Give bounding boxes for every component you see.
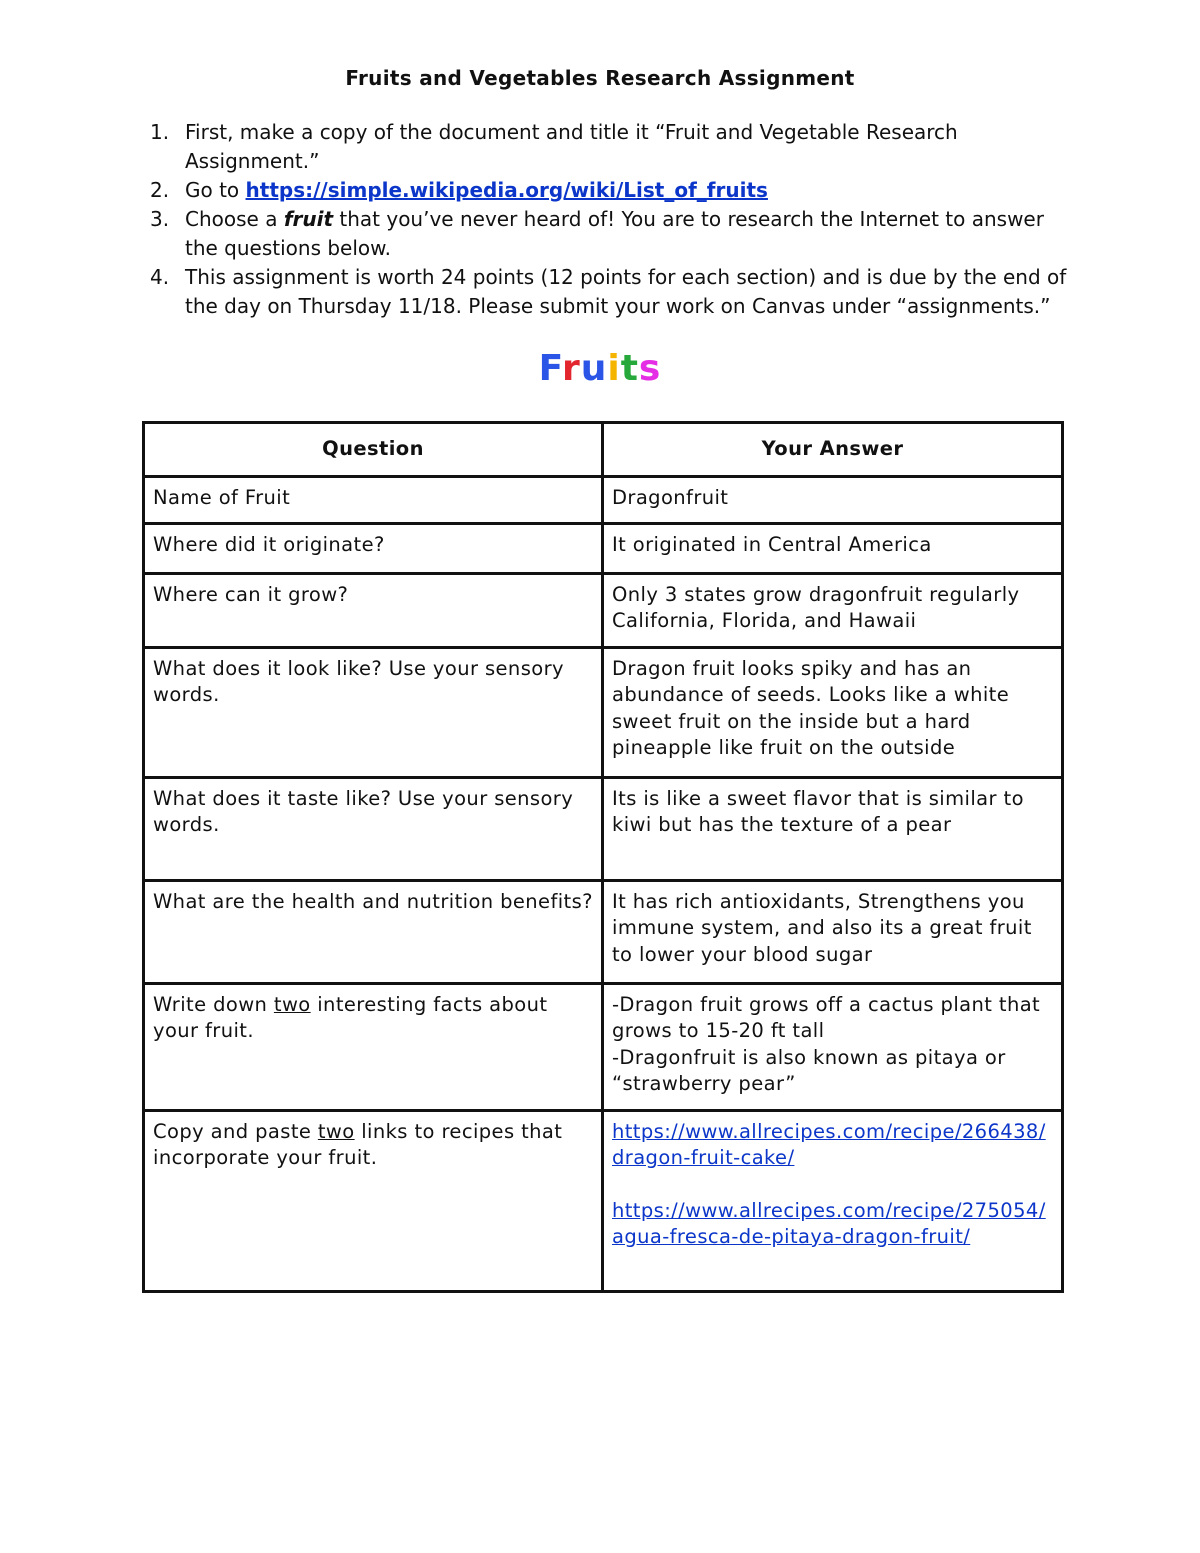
heading-letter: F (538, 348, 562, 389)
table-row (144, 983, 1063, 1110)
document-title: Fruits and Vegetables Research Assignment (345, 66, 855, 90)
question-text: interesting facts about your fruit. (153, 992, 548, 1042)
question-cell (144, 1110, 603, 1291)
table-row (144, 1110, 1063, 1291)
instruction-text: Go to (185, 178, 246, 202)
answer-text: Dragonfruit (612, 485, 729, 509)
answer-cell[interactable] (603, 647, 1063, 777)
instruction-item (150, 205, 1070, 263)
table-row (144, 777, 1063, 880)
underlined-word: two (317, 1119, 355, 1143)
question-cell: Where can it grow? (144, 573, 603, 647)
table-row (144, 476, 1063, 523)
question-cell: Where did it originate? (144, 523, 603, 573)
instruction-text: This assignment is worth 24 points (12 points for each section) and is due by the end of the day on Thursday 11/18. Please submit your work on Canvas under “assignments.” (185, 265, 1067, 318)
question-text: Copy and paste (153, 1119, 318, 1143)
spacer (612, 1172, 1053, 1198)
list-number: 1. (150, 120, 170, 144)
instruction-item (150, 263, 1070, 321)
answer-cell[interactable] (603, 523, 1063, 573)
question-cell: Name of Fruit (144, 476, 603, 523)
answer-text: Only 3 states grow dragonfruit regularly California, Florida, and Hawaii (612, 582, 1020, 632)
heading-letter: i (607, 348, 621, 389)
instruction-text: First, make a copy of the document and title it “Fruit and Vegetable Research Assignment.” (185, 120, 958, 173)
list-number: 4. (150, 265, 170, 289)
table-row (144, 573, 1063, 647)
research-table (142, 421, 1064, 1293)
answer-cell[interactable] (603, 573, 1063, 647)
emphasized-word: fruit (283, 207, 334, 231)
instructions-list (150, 118, 1070, 321)
column-header-question: Question (144, 423, 603, 477)
instruction-item (150, 118, 1070, 176)
answer-text: -Dragon fruit grows off a cactus plant that grows to 15-20 ft tall (612, 992, 1041, 1042)
question-text: links to recipes that incorporate your fruit. (153, 1119, 563, 1169)
wikipedia-fruits-link[interactable]: https://simple.wikipedia.org/wiki/List_of_fruits (245, 178, 768, 202)
answer-text: Its is like a sweet flavor that is similar to kiwi but has the texture of a pear (612, 786, 1024, 836)
underlined-word: two (273, 992, 311, 1016)
instruction-item (150, 176, 1070, 205)
answer-text: -Dragonfruit is also known as pitaya or “strawberry pear” (612, 1045, 1006, 1095)
answer-text: Dragon fruit looks spiky and has an abundance of seeds. Looks like a white sweet fruit on the inside but a hard pineapple like fruit on the outside (612, 656, 1010, 759)
instruction-text: that you’ve never heard of! You are to research the Internet to answer the questions below. (185, 207, 1044, 260)
list-number: 3. (150, 207, 170, 231)
answer-cell[interactable] (603, 777, 1063, 880)
table-row (144, 523, 1063, 573)
section-heading-fruits (0, 348, 1200, 389)
table-header-row (144, 423, 1063, 477)
answer-cell[interactable] (603, 476, 1063, 523)
answer-text: It originated in Central America (612, 532, 932, 556)
question-cell: What does it taste like? Use your sensory words. (144, 777, 603, 880)
answer-text: It has rich antioxidants, Strengthens you immune system, and also its a great fruit to lower your blood sugar (612, 889, 1032, 966)
heading-letter: u (580, 348, 608, 389)
answer-cell[interactable] (603, 983, 1063, 1110)
heading-letter: s (638, 348, 662, 389)
column-header-answer: Your Answer (603, 423, 1063, 477)
heading-letter: r (561, 348, 581, 389)
answer-cell[interactable] (603, 880, 1063, 983)
answer-cell[interactable] (603, 1110, 1063, 1291)
table-row (144, 647, 1063, 777)
recipe-link[interactable]: https://www.allrecipes.com/recipe/266438/dragon-fruit-cake/ (612, 1119, 1046, 1169)
recipe-link[interactable]: https://www.allrecipes.com/recipe/275054/agua-fresca-de-pitaya-dragon-fruit/ (612, 1198, 1046, 1248)
question-cell (144, 983, 603, 1110)
heading-letter: t (620, 348, 639, 389)
table-row (144, 880, 1063, 983)
question-cell: What does it look like? Use your sensory words. (144, 647, 603, 777)
question-cell: What are the health and nutrition benefits? (144, 880, 603, 983)
question-text: Write down (153, 992, 274, 1016)
list-number: 2. (150, 178, 170, 202)
instruction-text: Choose a (185, 207, 284, 231)
